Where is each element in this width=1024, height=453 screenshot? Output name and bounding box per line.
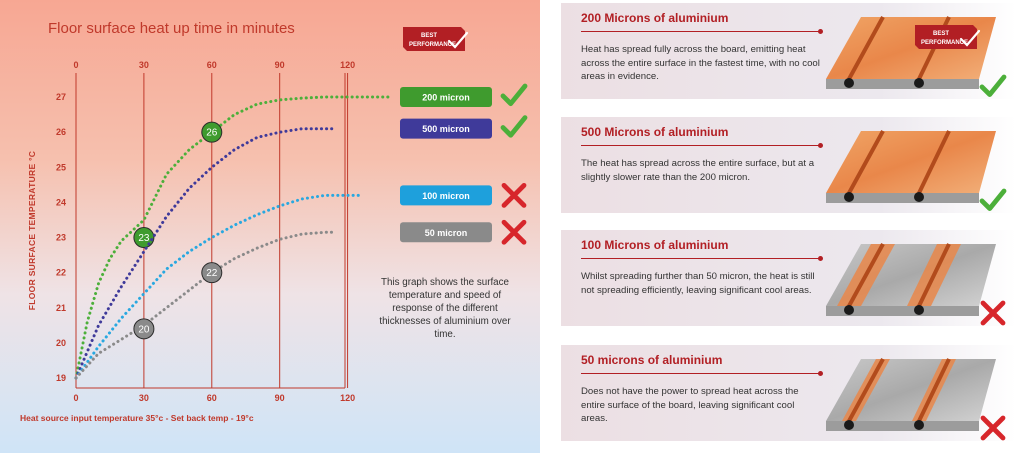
best-badge-line1: BEST xyxy=(421,33,438,39)
card-text: Heat has spread fully across the board, emitting heat across the entire surface in the fastest time, with no cool areas in evidence. xyxy=(581,44,820,82)
card-title: 50 microns of aluminium xyxy=(581,353,723,367)
legend-label: 50 micron xyxy=(424,227,468,238)
best-performance-badge xyxy=(915,25,979,49)
card-title: 500 Microns of aluminium xyxy=(581,125,729,139)
data-marker-label: 20 xyxy=(138,324,150,336)
data-marker-label: 22 xyxy=(206,268,218,280)
card-divider xyxy=(581,31,821,32)
chart-note: This graph shows the surface temperature and speed of response of the different thicknesses of aluminium over time. xyxy=(379,277,511,340)
x-tick-label-bottom: 30 xyxy=(138,393,149,403)
info-card xyxy=(561,117,1016,213)
best-badge-line2: PERFORMANCE xyxy=(921,40,969,46)
card-text: The heat has spread across the entire surface, but at a slightly slower rate than the 200 micron. xyxy=(581,158,815,183)
card-divider xyxy=(581,145,821,146)
x-tick-label-top: 120 xyxy=(340,60,356,70)
data-marker-label: 26 xyxy=(206,127,218,139)
cross-icon xyxy=(504,222,524,242)
y-tick-label: 21 xyxy=(55,302,66,313)
cross-mark xyxy=(983,303,1003,323)
best-performance-badge xyxy=(403,27,467,51)
best-performance-badge-card xyxy=(913,23,983,53)
pipe-end xyxy=(914,305,924,315)
best-badge-line2: PERFORMANCE xyxy=(409,42,457,48)
y-tick-label: 20 xyxy=(55,337,66,348)
pipe-end xyxy=(844,420,854,430)
legend-label: 500 micron xyxy=(422,124,470,135)
cross-mark xyxy=(983,418,1003,438)
y-tick-label: 26 xyxy=(55,127,66,138)
cross-icon xyxy=(979,415,1009,443)
x-tick-label-bottom: 0 xyxy=(73,393,79,403)
pipe-end xyxy=(914,420,924,430)
y-tick-label: 25 xyxy=(55,162,66,173)
x-tick-label-top: 0 xyxy=(73,60,79,70)
info-card xyxy=(561,345,1016,441)
cross-icon xyxy=(979,300,1009,328)
card-title: 200 Microns of aluminium xyxy=(581,11,729,25)
check-icon xyxy=(979,73,1009,101)
chart-title: Floor surface heat up time in minutes xyxy=(48,20,295,37)
card-text: Whilst spreading further than 50 micron, the heat is still not spreading efficiently, leaving significant cool areas. xyxy=(581,271,815,296)
y-tick-label: 23 xyxy=(55,232,66,243)
y-tick-label: 22 xyxy=(55,267,66,278)
chart-footnote: Heat source input temperature 35°c - Set back temp - 19°c xyxy=(20,413,254,423)
info-card xyxy=(561,230,1016,326)
x-tick-label-top: 90 xyxy=(274,60,285,70)
pipe-end xyxy=(914,78,924,88)
x-tick-label-bottom: 60 xyxy=(206,393,217,403)
x-tick-label-bottom: 120 xyxy=(340,393,356,403)
legend-label: 200 micron xyxy=(422,92,470,103)
pipe-end xyxy=(844,192,854,202)
best-badge-line1: BEST xyxy=(933,31,950,37)
data-marker-label: 23 xyxy=(138,233,150,245)
board-surface xyxy=(826,131,996,193)
y-tick-label: 24 xyxy=(55,197,66,208)
x-tick-label-top: 60 xyxy=(206,60,217,70)
check-mark xyxy=(982,191,1004,209)
check-mark xyxy=(982,77,1004,95)
card-text: Does not have the power to spread heat across the entire surface of the board, leaving significant cool areas. xyxy=(581,386,799,424)
check-icon xyxy=(979,187,1009,215)
series-line-500-micron xyxy=(76,129,336,378)
series-line-50-micron xyxy=(76,232,336,378)
x-tick-label-top: 30 xyxy=(138,60,149,70)
x-tick-label-bottom: 90 xyxy=(274,393,285,403)
y-tick-label: 19 xyxy=(55,373,66,383)
pipe-end xyxy=(914,192,924,202)
pipe-end xyxy=(844,305,854,315)
check-icon xyxy=(503,86,525,104)
board-illustration xyxy=(821,349,1001,439)
info-card xyxy=(561,3,1016,99)
series-line-100-micron xyxy=(76,195,359,378)
card-title: 100 Microns of aluminium xyxy=(581,238,729,252)
y-axis-label: FLOOR SURFACE TEMPERATURE °C xyxy=(27,150,37,311)
check-icon xyxy=(503,118,525,136)
card-divider xyxy=(581,258,821,259)
legend-label: 100 micron xyxy=(422,190,470,201)
y-tick-label: 27 xyxy=(55,92,66,103)
pipe-end xyxy=(844,78,854,88)
board-illustration xyxy=(821,121,1001,211)
cross-icon xyxy=(504,185,524,205)
board-illustration xyxy=(821,234,1001,324)
card-divider xyxy=(581,373,821,374)
